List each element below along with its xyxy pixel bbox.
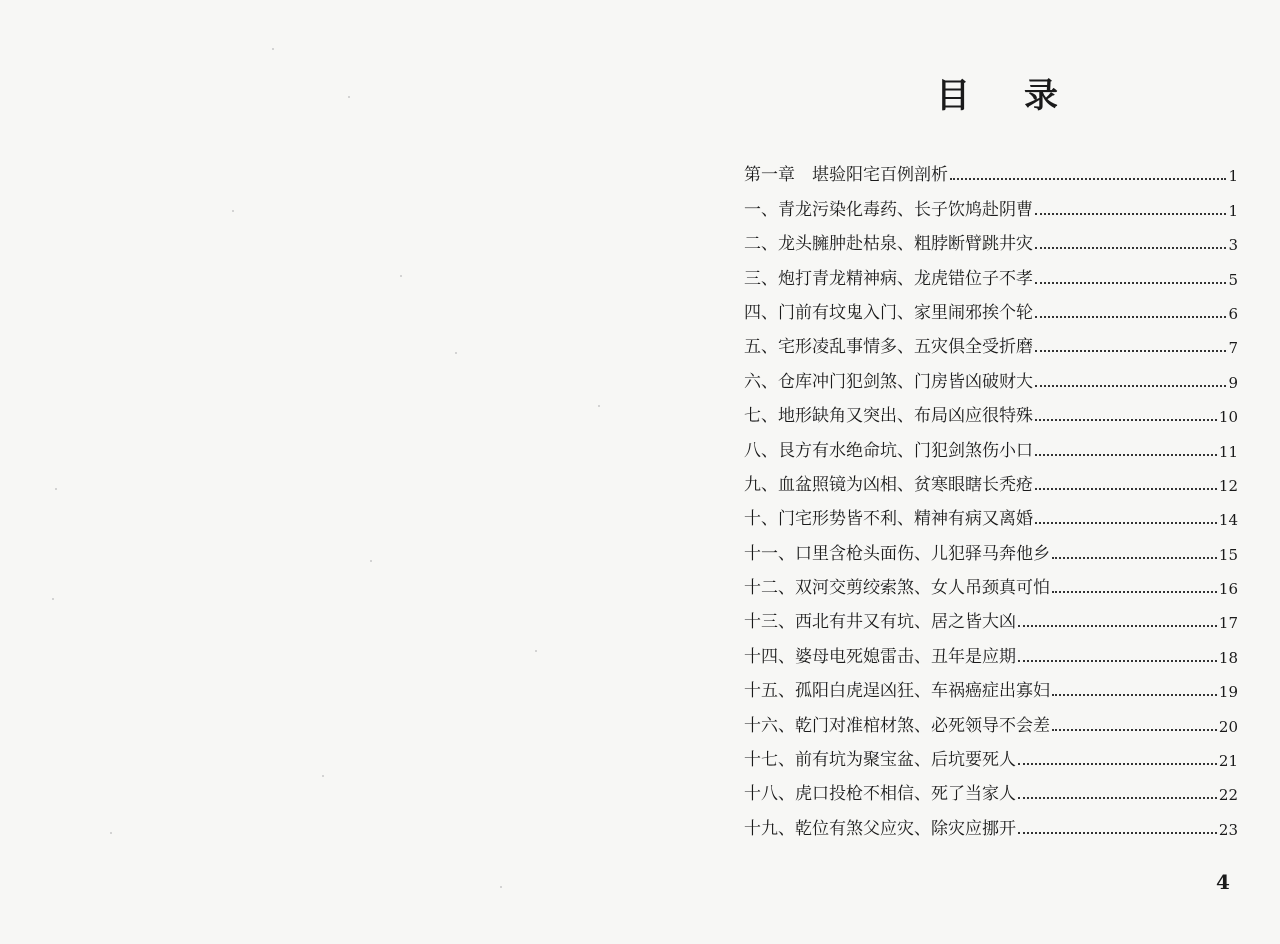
toc-entry-page: 23 xyxy=(1218,820,1238,839)
toc-entry-page: 6 xyxy=(1228,304,1238,323)
toc-entry-page: 10 xyxy=(1218,408,1238,427)
toc-entry-page: 14 xyxy=(1218,511,1238,530)
scan-speck xyxy=(370,560,372,562)
scan-speck xyxy=(455,352,457,354)
toc-entry-label: 十四、婆母电死媳雷击、丑年是应期 xyxy=(744,646,1016,667)
toc-entry[interactable] xyxy=(744,736,1238,770)
scan-speck xyxy=(322,775,324,777)
toc-entry-page: 12 xyxy=(1218,476,1238,495)
dot-leader xyxy=(1052,729,1217,731)
toc-entry[interactable] xyxy=(744,323,1238,357)
toc-entry[interactable] xyxy=(744,529,1238,563)
toc-entry-label: 十、门宅形势皆不利、精神有病又离婚 xyxy=(744,509,1033,530)
toc-entry-label: 五、宅形凌乱事情多、五灾俱全受折磨 xyxy=(744,337,1033,358)
toc-entry-label: 十八、虎口投枪不相信、死了当家人 xyxy=(744,784,1016,805)
dot-leader xyxy=(1018,625,1217,627)
toc-entry[interactable] xyxy=(744,357,1238,391)
toc-entry[interactable] xyxy=(744,564,1238,598)
toc-entry-label: 十九、乾位有煞父应灾、除灾应挪开 xyxy=(744,818,1016,839)
toc-entry[interactable] xyxy=(744,598,1238,632)
dot-leader xyxy=(1052,591,1217,593)
dot-leader xyxy=(1035,247,1226,249)
toc-entry[interactable] xyxy=(744,151,1238,185)
toc-entry-page: 17 xyxy=(1218,614,1238,633)
scan-speck xyxy=(52,598,54,600)
dot-leader xyxy=(1052,557,1217,559)
toc-entry-label: 六、仓库冲门犯剑煞、门房皆凶破财大 xyxy=(744,371,1033,392)
table-of-contents xyxy=(744,151,1238,839)
scan-speck xyxy=(232,210,234,212)
toc-entry-label: 第一章 堪验阳宅百例剖析 xyxy=(744,165,948,186)
toc-entry-page: 5 xyxy=(1228,270,1238,289)
toc-entry-page: 21 xyxy=(1218,752,1238,771)
toc-entry-page: 20 xyxy=(1218,717,1238,736)
dot-leader xyxy=(1035,213,1226,215)
toc-entry[interactable] xyxy=(744,289,1238,323)
title-char: 录 xyxy=(1024,76,1060,116)
dot-leader xyxy=(1035,282,1226,284)
dot-leader xyxy=(1035,522,1217,524)
dot-leader xyxy=(1018,763,1217,765)
dot-leader xyxy=(1052,694,1217,696)
toc-entry[interactable] xyxy=(744,461,1238,495)
title-char: 目 xyxy=(936,76,972,116)
toc-entry-label: 十六、乾门对准棺材煞、必死领导不会差 xyxy=(744,715,1050,736)
dot-leader xyxy=(1018,660,1217,662)
toc-entry-label: 十二、双河交剪绞索煞、女人吊颈真可怕 xyxy=(744,578,1050,599)
toc-entry-label: 二、龙头臃肿赴枯泉、粗脖断臂跳井灾 xyxy=(744,234,1033,255)
toc-entry[interactable] xyxy=(744,667,1238,701)
toc-entry-label: 九、血盆照镜为凶相、贫寒眼瞎长秃疮 xyxy=(744,474,1033,495)
toc-entry-page: 11 xyxy=(1218,442,1238,461)
toc-entry-page: 1 xyxy=(1228,167,1238,186)
toc-entry-page: 3 xyxy=(1228,236,1238,255)
toc-entry-page: 15 xyxy=(1218,545,1238,564)
toc-entry-label: 十三、西北有井又有坑、居之皆大凶 xyxy=(744,612,1016,633)
scan-speck xyxy=(348,96,350,98)
toc-entry[interactable] xyxy=(744,632,1238,666)
scan-speck xyxy=(55,488,57,490)
toc-entry[interactable] xyxy=(744,495,1238,529)
toc-entry[interactable] xyxy=(744,254,1238,288)
scan-speck xyxy=(598,405,600,407)
toc-entry-page: 22 xyxy=(1218,786,1238,805)
toc-entry[interactable] xyxy=(744,392,1238,426)
dot-leader xyxy=(1018,832,1217,834)
toc-entry-page: 18 xyxy=(1218,648,1238,667)
toc-entry-label: 四、门前有坟鬼入门、家里闹邪挨个轮 xyxy=(744,302,1033,323)
toc-entry-page: 1 xyxy=(1228,201,1238,220)
toc-entry-label: 十一、口里含枪头面伤、儿犯驿马奔他乡 xyxy=(744,543,1050,564)
toc-entry[interactable] xyxy=(744,220,1238,254)
toc-entry[interactable] xyxy=(744,701,1238,735)
toc-entry-page: 16 xyxy=(1218,580,1238,599)
scan-speck xyxy=(272,48,274,50)
toc-entry-label: 十五、孤阳白虎逞凶狂、车祸癌症出寡妇 xyxy=(744,681,1050,702)
dot-leader xyxy=(1035,316,1226,318)
toc-entry[interactable] xyxy=(744,185,1238,219)
toc-entry[interactable] xyxy=(744,426,1238,460)
dot-leader xyxy=(1035,488,1217,490)
scan-speck xyxy=(535,650,537,652)
page-title xyxy=(936,68,1060,117)
toc-entry-label: 八、艮方有水绝命坑、门犯剑煞伤小口 xyxy=(744,440,1033,461)
toc-entry-label: 三、炮打青龙精神病、龙虎错位子不孝 xyxy=(744,268,1033,289)
scan-speck xyxy=(110,832,112,834)
dot-leader xyxy=(1035,350,1226,352)
toc-entry[interactable] xyxy=(744,770,1238,804)
dot-leader xyxy=(1018,797,1217,799)
scan-speck xyxy=(400,275,402,277)
toc-entry-label: 十七、前有坑为聚宝盆、后坑要死人 xyxy=(744,750,1016,771)
dot-leader xyxy=(950,178,1226,180)
toc-entry-page: 7 xyxy=(1228,339,1238,358)
toc-entry-label: 七、地形缺角又突出、布局凶应很特殊 xyxy=(744,406,1033,427)
toc-entry-label: 一、青龙污染化毒药、长子饮鸠赴阴曹 xyxy=(744,199,1033,220)
dot-leader xyxy=(1035,419,1217,421)
scan-speck xyxy=(500,886,502,888)
dot-leader xyxy=(1035,385,1226,387)
dot-leader xyxy=(1035,454,1217,456)
page-number: 4 xyxy=(1216,870,1230,894)
toc-entry-page: 19 xyxy=(1218,683,1238,702)
toc-entry-page: 9 xyxy=(1228,373,1238,392)
toc-entry[interactable] xyxy=(744,804,1238,838)
